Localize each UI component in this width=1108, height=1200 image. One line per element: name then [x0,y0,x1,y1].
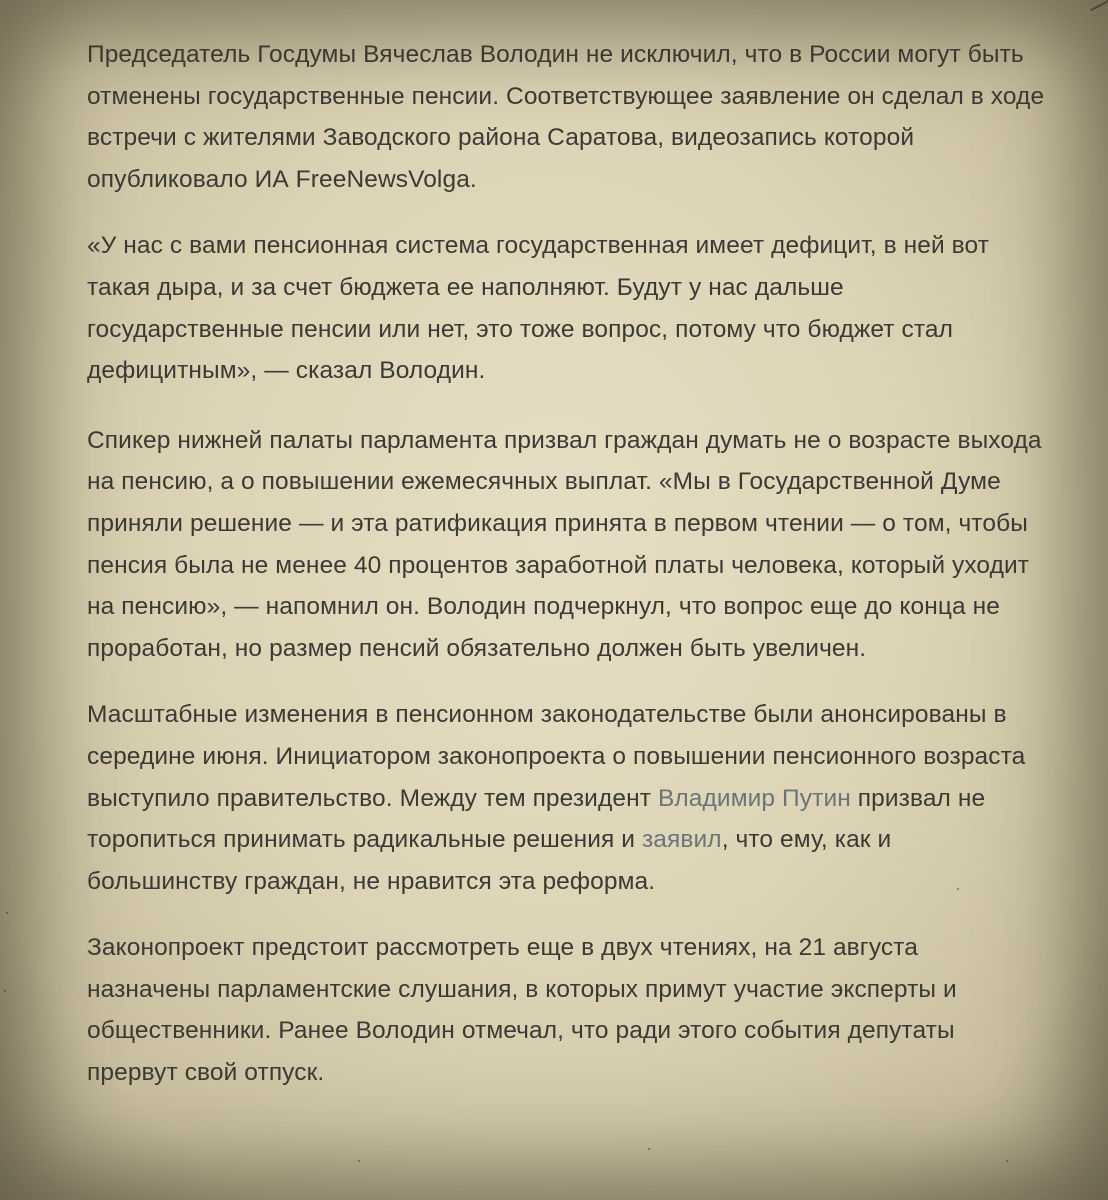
link-zayavil[interactable]: заявил [641,826,722,854]
paragraph-reform-text-3: , что ему, как и большинству граждан, не нравится эта реформа. [87,826,892,895]
dust-speck [358,1160,360,1162]
dust-speck [6,912,8,914]
paragraph-quote: «У нас с вами пенсионная система государственная имеет дефицит, в ней вот такая дыра, и за счет бюджета ее наполняют. Будут у нас дальше государственные пенсии или нет, это тоже вопрос, потому что бюджет стал дефицитным», — сказал Володин. [87,232,990,385]
paragraph-reform-text-2: призвал не торопиться принимать радикальные решения и [87,784,986,854]
paragraph-intro: Председатель Госдумы Вячеслав Володин не исключил, что в России могут быть отменены государственные пенсии. Соответствующее заявление он сделал в ходе встречи с жителями Заводского района Саратова, видеозапись которой опубликовало ИА FreeNewsVolga. [87,41,1045,193]
paragraph-bill: Законопроект предстоит рассмотреть еще в двух чтениях, на 21 августа назначены парламентские слушания, в которых примут участие эксперты и общественники. Ранее Володин отмечал, что ради этого события депутаты прервут свой отпуск. [87,934,957,1087]
paragraph-reform-text-1: Масштабные изменения в пенсионном законодательстве были анонсированы в середине июня. Инициатором законопроекта о повышении пенсионного возраста выступило правительство. Между тем президент [87,701,1026,812]
link-vladimir-putin[interactable]: Владимир Путин [657,784,851,812]
dust-speck [957,888,959,890]
paragraph-speaker: Спикер нижней палаты парламента призвал граждан думать не о возрасте выхода на пенсию, а о повышении ежемесячных выплат. «Мы в Государственной Думе приняли решение — и эта ратификация принята в первом чтении — о том, чтобы пенсия была не менее 40 процентов заработной платы человека, который уходит на пенсию», — напомнил он. Володин подчеркнул, что вопрос еще до конца не проработан, но размер пенсий обязательно должен быть увеличен. [87,426,1042,662]
paragraph-reform [87,694,1047,902]
dust-speck [648,1148,650,1150]
dust-speck [4,990,6,992]
dust-speck [1006,1160,1008,1162]
article-body [87,34,1047,1119]
corner-scratch [1090,0,1108,20]
